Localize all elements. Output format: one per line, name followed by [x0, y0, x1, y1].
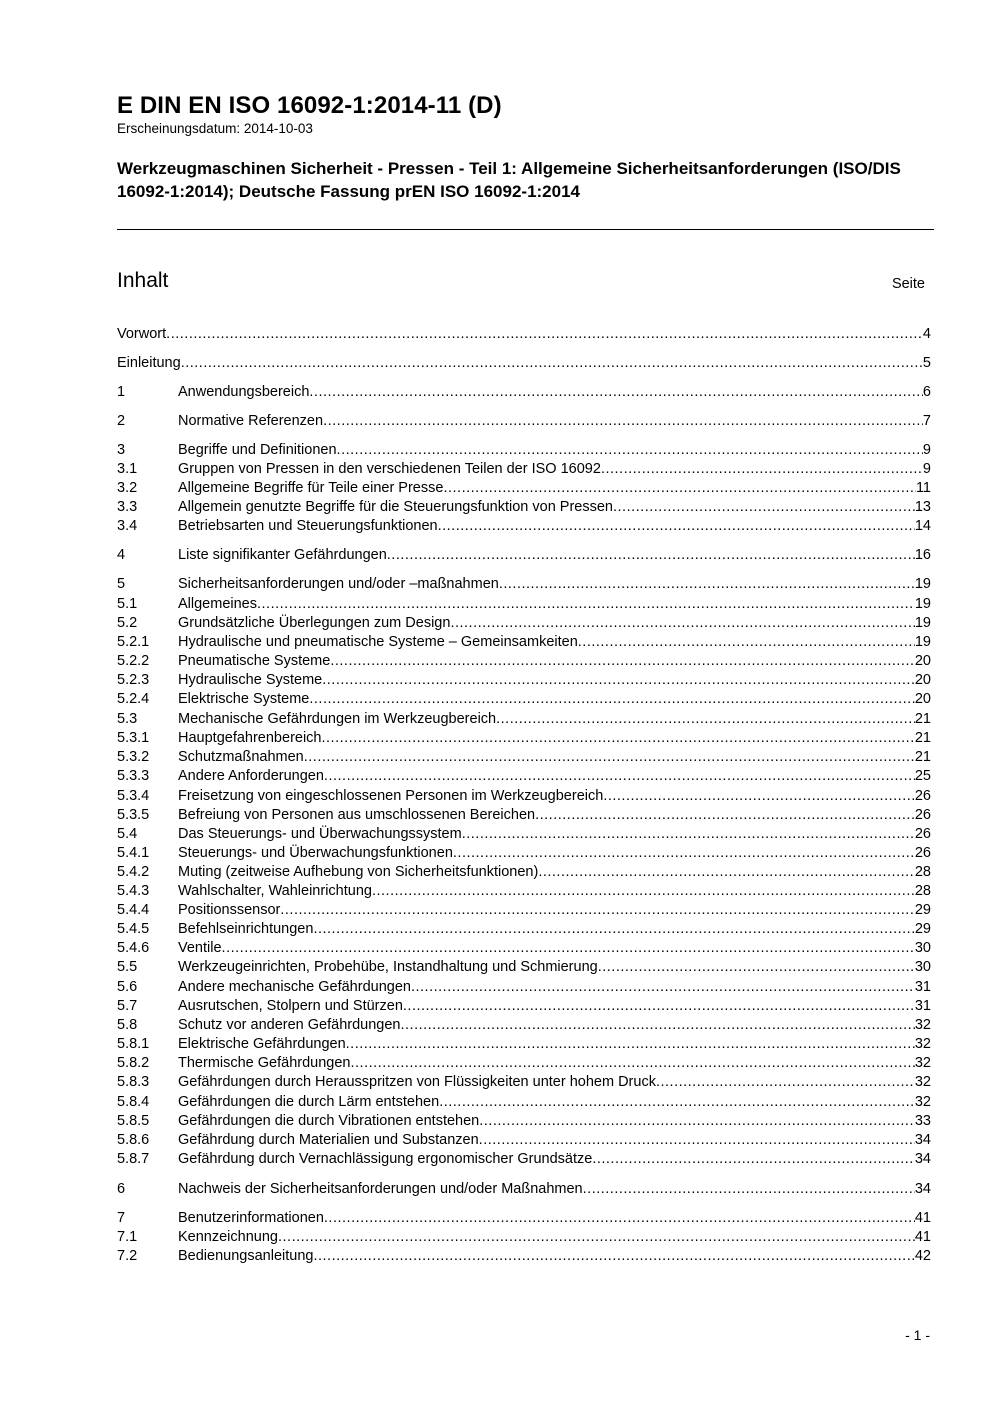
toc-entry-number: 5.4.2: [117, 864, 150, 880]
toc-entry-page: 34: [914, 1132, 931, 1148]
toc-entry[interactable]: [117, 671, 931, 690]
toc-leader-dots: [330, 652, 915, 671]
document-header: [117, 92, 934, 137]
toc-entry-page: 31: [914, 998, 931, 1014]
toc-entry[interactable]: [117, 939, 931, 958]
toc-leader-dots: [583, 1180, 915, 1199]
toc-leader-dots: [578, 633, 915, 652]
toc-entry-page: 19: [914, 576, 931, 592]
toc-entry-number: 5.8.4: [117, 1094, 150, 1110]
toc-entry[interactable]: [117, 1093, 931, 1112]
toc-entry-label: Kennzeichnung: [178, 1229, 278, 1245]
toc-entry-number: 1: [117, 384, 126, 400]
toc-entry-page: 32: [914, 1055, 931, 1071]
toc-leader-dots: [372, 882, 915, 901]
toc-leader-dots: [337, 441, 923, 460]
toc-entry[interactable]: [117, 825, 931, 844]
toc-entry-number: 3.3: [117, 499, 138, 515]
toc-entry-number: 5.2.2: [117, 653, 150, 669]
toc-entry-number: 5.4.3: [117, 883, 150, 899]
toc-entry[interactable]: [117, 901, 931, 920]
toc-entry[interactable]: [117, 958, 931, 977]
toc-entry[interactable]: [117, 729, 931, 748]
header-divider: [117, 229, 934, 230]
toc-entry[interactable]: [117, 1180, 931, 1199]
toc-leader-dots: [166, 325, 923, 344]
toc-entry-number: 5.2.1: [117, 634, 150, 650]
toc-entry-label: Allgemein genutzte Begriffe für die Steuerungsfunktion von Pressen: [178, 499, 613, 515]
toc-entry[interactable]: [117, 1150, 931, 1169]
toc-entry[interactable]: [117, 1073, 931, 1092]
toc-entry-number: 5.4.6: [117, 940, 150, 956]
toc-entry[interactable]: [117, 1247, 931, 1266]
toc-entry[interactable]: [117, 412, 931, 431]
toc-entry-page: 33: [914, 1113, 931, 1129]
toc-entry-page: 29: [914, 902, 931, 918]
toc-entry-page: 16: [914, 547, 931, 563]
toc-entry-page: 26: [914, 807, 931, 823]
toc-entry-page: 26: [914, 826, 931, 842]
toc-entry-number: 5.8.5: [117, 1113, 150, 1129]
toc-entry[interactable]: [117, 863, 931, 882]
toc-leader-dots: [181, 354, 923, 373]
toc-entry-page: 34: [914, 1181, 931, 1197]
toc-entry[interactable]: [117, 652, 931, 671]
toc-entry-page: 21: [914, 711, 931, 727]
toc-entry-number: 3.1: [117, 461, 138, 477]
toc-entry-label: Schutzmaßnahmen: [178, 749, 304, 765]
toc-entry-label: Thermische Gefährdungen: [178, 1055, 351, 1071]
toc-entry-label: Gefährdungen die durch Lärm entstehen: [178, 1094, 440, 1110]
toc-entry-page: 30: [914, 959, 931, 975]
toc-entry-page: 19: [914, 615, 931, 631]
toc-entry-label: Andere Anforderungen: [178, 768, 324, 784]
toc-entry-label: Elektrische Gefährdungen: [178, 1036, 346, 1052]
toc-entry-label: Gruppen von Pressen in den verschiedenen Teilen der ISO 16092: [178, 461, 601, 477]
toc-leader-dots: [535, 806, 915, 825]
toc-entry-label: Hauptgefahrenbereich: [178, 730, 322, 746]
toc-entry[interactable]: [117, 1054, 931, 1073]
toc-entry[interactable]: [117, 690, 931, 709]
toc-entry-label: Werkzeugeinrichten, Probehübe, Instandhaltung und Schmierung: [178, 959, 598, 975]
toc-entry-label: Begriffe und Definitionen: [178, 442, 337, 458]
toc-entry-page: 13: [914, 499, 931, 515]
toc-entry[interactable]: [117, 920, 931, 939]
toc-entry-label: Gefährdung durch Materialien und Substanzen: [178, 1132, 479, 1148]
toc-leader-dots: [400, 1016, 914, 1035]
page-column-label: Seite: [891, 276, 925, 292]
toc-entry-number: 5.8.7: [117, 1151, 150, 1167]
page-number: - 1 -: [905, 1327, 930, 1343]
toc-entry-page: 9: [922, 461, 931, 477]
toc-leader-dots: [592, 1150, 915, 1169]
toc-leader-dots: [313, 920, 914, 939]
toc-entry-page: 19: [914, 634, 931, 650]
toc-entry-label: Sicherheitsanforderungen und/oder –maßnahmen: [178, 576, 499, 592]
toc-entry-number: 2: [117, 413, 126, 429]
toc-leader-dots: [313, 1247, 914, 1266]
toc-entry-page: 20: [914, 672, 931, 688]
toc-entry-label: Ausrutschen, Stolpern und Stürzen: [178, 998, 403, 1014]
toc-entry[interactable]: [117, 614, 931, 633]
toc-entry-page: 4: [922, 326, 931, 342]
toc-entry-number: 3.4: [117, 518, 138, 534]
toc-leader-dots: [496, 710, 915, 729]
toc-entry-number: 5.8.1: [117, 1036, 150, 1052]
toc-entry-label: Gefährdung durch Vernachlässigung ergonomischer Grundsätze: [178, 1151, 593, 1167]
toc-entry-page: 19: [914, 596, 931, 612]
toc-entry-number: 7: [117, 1210, 126, 1226]
toc-entry[interactable]: [117, 575, 931, 594]
toc-leader-dots: [598, 958, 915, 977]
toc-entry-number: 5.4: [117, 826, 138, 842]
toc-leader-dots: [304, 748, 915, 767]
document-title: Werkzeugmaschinen Sicherheit - Pressen - Teil 1: Allgemeine Sicherheitsanforderungen (ISO/DIS 16092-1:2014); Deutsche Fassung prEN ISO 16092-1:2014: [117, 159, 901, 201]
toc-leader-dots: [324, 767, 915, 786]
toc-entry-number: 5.3.3: [117, 768, 150, 784]
toc-entry-number: 5.8.3: [117, 1074, 150, 1090]
toc-entry[interactable]: [117, 354, 931, 373]
toc-entry[interactable]: [117, 997, 931, 1016]
toc-leader-dots: [479, 1131, 915, 1150]
toc-entry-label: Mechanische Gefährdungen im Werkzeugbereich: [178, 711, 497, 727]
toc-entry-page: 32: [914, 1074, 931, 1090]
toc-leader-dots: [403, 997, 915, 1016]
toc-entry-label: Schutz vor anderen Gefährdungen: [178, 1017, 401, 1033]
toc-entry-page: 25: [914, 768, 931, 784]
toc-entry-label: Allgemeine Begriffe für Teile einer Presse: [178, 480, 444, 496]
toc-entry-page: 28: [914, 864, 931, 880]
toc-leader-dots: [601, 460, 923, 479]
toc-entry[interactable]: [117, 1209, 931, 1228]
toc-entry-label: Ventile: [178, 940, 222, 956]
toc-entry-page: 9: [922, 442, 931, 458]
toc-leader-dots: [323, 412, 923, 431]
toc-entry[interactable]: [117, 787, 931, 806]
toc-entry-number: 5.5: [117, 959, 138, 975]
toc-entry[interactable]: [117, 633, 931, 652]
toc-entry-label: Das Steuerungs- und Überwachungssystem: [178, 826, 462, 842]
toc-entry[interactable]: [117, 1112, 931, 1131]
toc-entry-label: Freisetzung von eingeschlossenen Personen im Werkzeugbereich: [178, 788, 604, 804]
toc-leader-dots: [499, 575, 915, 594]
toc-entry-page: 26: [914, 845, 931, 861]
toc-entry-label: Gefährdungen durch Herausspritzen von Flüssigkeiten unter hohem Druck: [178, 1074, 656, 1090]
toc-entry-label: Befreiung von Personen aus umschlossenen Bereichen: [178, 807, 536, 823]
toc-entry-label: Normative Referenzen: [178, 413, 324, 429]
toc-entry-label: Befehlseinrichtungen: [178, 921, 314, 937]
toc-entry[interactable]: [117, 546, 931, 565]
toc-entry-label: Allgemeines: [178, 596, 257, 612]
toc-entry[interactable]: [117, 710, 931, 729]
toc-entry[interactable]: [117, 517, 931, 536]
toc-entry-number: 5.8.2: [117, 1055, 150, 1071]
toc-heading: Inhalt: [117, 269, 169, 292]
toc-entry-page: 26: [914, 788, 931, 804]
toc-entry[interactable]: [117, 882, 931, 901]
toc-entry-page: 7: [922, 413, 931, 429]
toc-leader-dots: [439, 1093, 915, 1112]
toc-entry-page: 32: [914, 1017, 931, 1033]
toc-entry-number: 5.8.6: [117, 1132, 150, 1148]
toc-entry-page: 30: [914, 940, 931, 956]
toc-entry-number: 5.3.2: [117, 749, 150, 765]
toc-entry-page: 21: [914, 749, 931, 765]
toc-leader-dots: [351, 1054, 915, 1073]
toc-entry-label: Einleitung: [117, 355, 181, 371]
toc-leader-dots: [257, 595, 915, 614]
toc-entry-label: Hydraulische und pneumatische Systeme – Gemeinsamkeiten: [178, 634, 578, 650]
toc-entry-page: 32: [914, 1036, 931, 1052]
toc-leader-dots: [656, 1073, 915, 1092]
toc-entry-page: 14: [914, 518, 931, 534]
toc-entry-number: 5.4.5: [117, 921, 150, 937]
toc-entry-label: Steuerungs- und Überwachungsfunktionen: [178, 845, 453, 861]
toc-entry-page: 20: [914, 653, 931, 669]
toc-leader-dots: [309, 383, 923, 402]
toc-entry[interactable]: [117, 748, 931, 767]
toc-entry-number: 5.6: [117, 979, 138, 995]
toc-entry-number: 5.7: [117, 998, 138, 1014]
toc-entry-label: Betriebsarten und Steuerungsfunktionen: [178, 518, 438, 534]
toc-entry-number: 5.3.1: [117, 730, 150, 746]
toc-entry-number: 4: [117, 547, 126, 563]
toc-entry-number: 5.2.4: [117, 691, 150, 707]
toc-entry-page: 41: [914, 1210, 931, 1226]
toc-leader-dots: [309, 690, 915, 709]
toc-entry[interactable]: [117, 1228, 931, 1247]
toc-entry-page: 28: [914, 883, 931, 899]
toc-entry-label: Andere mechanische Gefährdungen: [178, 979, 411, 995]
toc-entry-number: 5.4.4: [117, 902, 150, 918]
toc-entry-number: 5.3.4: [117, 788, 150, 804]
toc-entry-page: 32: [914, 1094, 931, 1110]
toc-entry-label: Benutzerinformationen: [178, 1210, 324, 1226]
toc-entry-label: Elektrische Systeme: [178, 691, 310, 707]
toc-entry-label: Grundsätzliche Überlegungen zum Design: [178, 615, 451, 631]
toc-entry-page: 6: [922, 384, 931, 400]
toc-leader-dots: [278, 1228, 915, 1247]
toc-entry[interactable]: [117, 1131, 931, 1150]
toc-entry-label: Positionssensor: [178, 902, 281, 918]
toc-entry-label: Vorwort: [117, 326, 167, 342]
toc-entry-number: 7.2: [117, 1248, 138, 1264]
toc-entry[interactable]: [117, 806, 931, 825]
toc-entry[interactable]: [117, 844, 931, 863]
toc-leader-dots: [538, 863, 915, 882]
document-id: E DIN EN ISO 16092-1:2014-11 (D): [117, 92, 502, 119]
toc-entry[interactable]: [117, 1035, 931, 1054]
toc-entry[interactable]: [117, 767, 931, 786]
toc-entry-page: 5: [922, 355, 931, 371]
toc-leader-dots: [322, 729, 915, 748]
toc-entry-number: 6: [117, 1181, 126, 1197]
toc-leader-dots: [387, 546, 915, 565]
toc-leader-dots: [443, 479, 915, 498]
toc-leader-dots: [462, 825, 915, 844]
toc-entry[interactable]: [117, 460, 931, 479]
toc-entry-number: 7.1: [117, 1229, 138, 1245]
toc-entry-page: 31: [914, 979, 931, 995]
toc-entry-number: 5.3: [117, 711, 138, 727]
toc-entry[interactable]: [117, 383, 931, 402]
toc-entry-label: Bedienungsanleitung: [178, 1248, 314, 1264]
toc-entry-label: Anwendungsbereich: [178, 384, 310, 400]
toc-leader-dots: [222, 939, 915, 958]
toc-entry[interactable]: [117, 479, 931, 498]
toc-entry-page: 11: [915, 480, 931, 496]
toc-entry-number: 3.2: [117, 480, 138, 496]
toc-entry-number: 5.2.3: [117, 672, 150, 688]
toc-entry-page: 42: [914, 1248, 931, 1264]
toc-entry[interactable]: [117, 1016, 931, 1035]
toc-entry-number: 5.2: [117, 615, 138, 631]
toc-leader-dots: [453, 844, 915, 863]
toc-leader-dots: [479, 1112, 915, 1131]
toc-entry[interactable]: [117, 978, 931, 997]
toc-leader-dots: [324, 1209, 915, 1228]
toc-leader-dots: [438, 517, 915, 536]
toc-entry-page: 41: [914, 1229, 931, 1245]
toc-entry-page: 21: [914, 730, 931, 746]
toc-entry-number: 5.8: [117, 1017, 138, 1033]
toc-leader-dots: [322, 671, 915, 690]
toc-entry-page: 34: [914, 1151, 931, 1167]
toc-entry-label: Pneumatische Systeme: [178, 653, 331, 669]
toc-entry-number: 3: [117, 442, 126, 458]
toc-entry-number: 5.1: [117, 596, 138, 612]
toc-entry-label: Hydraulische Systeme: [178, 672, 323, 688]
toc-leader-dots: [280, 901, 915, 920]
toc-entry-label: Gefährdungen die durch Vibrationen entstehen: [178, 1113, 480, 1129]
toc-leader-dots: [346, 1035, 915, 1054]
toc-entry-label: Muting (zeitweise Aufhebung von Sicherheitsfunktionen): [178, 864, 539, 880]
toc-entry[interactable]: [117, 441, 931, 460]
toc-leader-dots: [603, 787, 915, 806]
toc-entry[interactable]: [117, 325, 931, 344]
toc-leader-dots: [450, 614, 914, 633]
toc-entry-number: 5.4.1: [117, 845, 150, 861]
toc-entry-label: Wahlschalter, Wahleinrichtung: [178, 883, 372, 899]
toc-leader-dots: [613, 498, 915, 517]
toc-entry-page: 29: [914, 921, 931, 937]
toc-entry[interactable]: [117, 498, 931, 517]
toc-entry-number: 5: [117, 576, 126, 592]
publication-date: Erscheinungsdatum: 2014-10-03: [117, 121, 313, 136]
toc-entry-number: 5.3.5: [117, 807, 150, 823]
toc-entry-label: Liste signifikanter Gefährdungen: [178, 547, 387, 563]
toc-leader-dots: [411, 978, 915, 997]
toc-entry-label: Nachweis der Sicherheitsanforderungen und/oder Maßnahmen: [178, 1181, 583, 1197]
toc-entry-page: 20: [914, 691, 931, 707]
toc-entry[interactable]: [117, 595, 931, 614]
